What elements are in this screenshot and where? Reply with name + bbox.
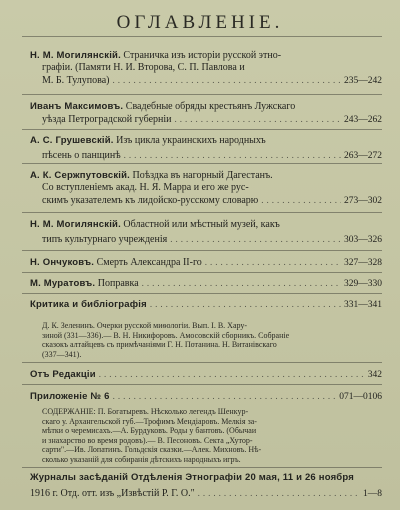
entry-pages: 327—328 — [344, 258, 382, 268]
contents-note: СОДЕРЖАНІЕ: П. Богатыревъ. Нѣсколько легендъ Шенкур- скаго у. Архангельской губ.—Трофимъ Мендіаровъ. Мелкія за- мѣтки о черемисахъ.—А. Бурдуковъ. Роды у бантовъ. (Обычаи и знахарство во время родовъ).— В. Песоновъ. Секта „Хутор- сарти".—Ив. Лопатинъ. Гольдскія сказки.—Алек. Михновъ. Нѣ- сколько указаній для собиранія дѣтскихъ народныхъ игръ. — [42, 407, 262, 464]
toc-entry — [30, 219, 382, 246]
entry-title: М. Б. Тулупова) — [42, 75, 110, 86]
entry-title: Со вступленіемъ акад. Н. Я. Марра и его же рус- — [42, 182, 249, 193]
entry-rule — [22, 129, 382, 130]
leader-dots — [198, 487, 360, 499]
entry-title: Поправка — [97, 278, 139, 289]
entry-title: пѣсень о панщинѣ — [42, 150, 121, 161]
entry-line — [30, 50, 382, 62]
page-title: ОГЛАВЛЕНІЕ. — [116, 12, 284, 33]
entry-rule — [22, 467, 382, 468]
leader-dots — [113, 74, 341, 86]
entry-pages: 342 — [367, 370, 382, 380]
entry-author: Критика и библіографія — [30, 299, 147, 310]
entry-rule — [22, 272, 382, 273]
entry-pages: 263—272 — [344, 151, 382, 161]
entry-pages: 071—0106 — [339, 392, 382, 402]
entry-author: А. К. Сержпутовскій. — [30, 170, 131, 181]
entry-pages: 303—326 — [344, 235, 382, 245]
review-note: Д. К. Зеленинъ. Очерки русской миѳологіи. Вып. I. В. Хару- зиной (331—336).— В. Н. Никифоровъ. Амосовскій сборникъ. Собраніе сказокъ алтайцевъ съ примѣчаніями Г. Н. Потанина. Н. Витанівскаго (337—341). — [42, 321, 290, 359]
journals-subtitle: 1916 г. Отд. отт. изъ „Извѣстій Р. Г. О." — [30, 488, 195, 499]
leader-dots — [175, 113, 342, 125]
entry-title: Поѣздка въ нагорный Дагестанъ. — [132, 170, 273, 181]
entry-pages: 273—302 — [344, 196, 382, 206]
entry-rule — [22, 384, 382, 385]
toc-entry — [30, 390, 382, 403]
leader-dots — [99, 368, 365, 380]
leader-dots — [124, 149, 341, 161]
toc-entry — [30, 170, 382, 207]
toc-entry — [30, 472, 382, 500]
toc-entry — [30, 256, 382, 269]
entry-author: М. Муратовъ. — [30, 278, 96, 289]
entry-rule — [22, 94, 382, 95]
entry-rule — [22, 163, 382, 164]
entry-rule — [22, 212, 382, 213]
entry-title: скимъ указателемъ къ лидойско-русскому словарю — [42, 195, 259, 206]
entry-pages: 243—262 — [344, 115, 382, 125]
title-rule — [22, 36, 382, 37]
toc-entry — [30, 277, 382, 290]
entry-title: уѣзда Петроградской губерніи — [42, 114, 172, 125]
entry-author: Н. М. Могилянскій. — [30, 219, 121, 230]
entry-title: графіи. (Памяти Н. И. Второва, С. П. Павлова и — [42, 62, 245, 73]
entry-title: Изъ цикла украинскихъ народныхъ — [116, 135, 266, 146]
entry-pages: 1—8 — [363, 489, 382, 499]
leader-dots — [142, 277, 341, 289]
entry-rule — [22, 362, 382, 363]
entry-pages: 329—330 — [344, 279, 382, 289]
toc-entry — [30, 135, 382, 162]
entry-rule — [22, 250, 382, 251]
leader-dots — [205, 256, 341, 268]
editorial-label: Отъ Редакціи — [30, 369, 96, 380]
entry-author: А. С. Грушевскій. — [30, 135, 114, 146]
leader-dots — [113, 390, 337, 402]
toc-entry — [30, 101, 382, 126]
entry-title: Областной или мѣстный музей, какъ — [123, 219, 280, 230]
toc-entry — [30, 368, 382, 381]
toc-entry — [30, 50, 382, 87]
entry-author: Н. М. Могилянскій. — [30, 50, 121, 61]
entry-title: типъ культурнаго учрежденія — [42, 234, 168, 245]
entry-title: Смерть Александра II-го — [96, 257, 202, 268]
leader-dots — [261, 194, 341, 206]
leader-dots — [170, 233, 341, 245]
journals-title: Журналы засѣданій Отдѣленія Этнографіи 20 мая, 11 и 26 ноября — [30, 472, 354, 483]
toc-entry — [30, 298, 382, 311]
entry-pages: 235—242 — [344, 76, 382, 86]
entry-title: Страничка изъ исторіи русской этно- — [123, 50, 282, 61]
entry-author: Иванъ Максимовъ. — [30, 101, 124, 112]
leader-dots — [150, 298, 341, 310]
entry-rule — [22, 293, 382, 294]
supplement-label: Приложеніе № 6 — [30, 391, 110, 402]
entry-pages: 331—341 — [344, 300, 382, 310]
entry-title: Свадебные обряды крестьянъ Лужскаго — [125, 101, 296, 112]
entry-author: Н. Ончуковъ. — [30, 257, 95, 268]
